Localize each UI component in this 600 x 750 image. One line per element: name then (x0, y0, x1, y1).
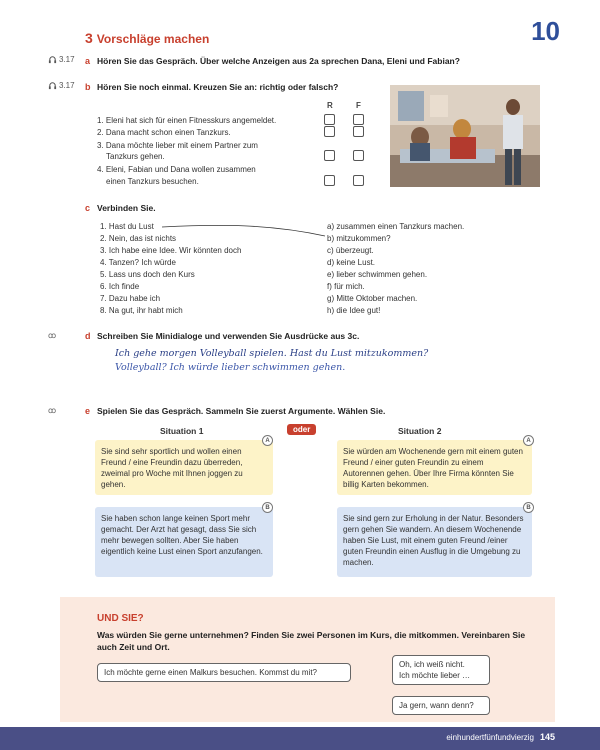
handwritten-line-2: Volleyball? Ich würde lieber schwimmen gehen. (115, 362, 346, 373)
situation-1-heading: Situation 1 (160, 426, 204, 436)
situation-1-card-a: Sie sind sehr sportlich und wollen einen Freund / eine Freundin dazu überreden, zweimal pro Woche mit Ihnen joggen zu gehen. (95, 440, 273, 495)
statement: 4. Eleni, Fabian und Dana wollen zusammen (97, 165, 256, 174)
exercise-letter: a (85, 56, 91, 66)
speech-bubble-3: Ja gern, wann denn? (392, 696, 490, 715)
checkbox-r-1[interactable] (324, 114, 335, 125)
instruction-b: Hören Sie noch einmal. Kreuzen Sie an: richtig oder falsch? (97, 82, 339, 92)
badge-a: A (262, 435, 273, 446)
column-richtig: R (327, 101, 333, 110)
left-phrase: 6. Ich finde (100, 282, 140, 291)
checkbox-f-1[interactable] (353, 114, 364, 125)
checkbox-f-4[interactable] (353, 175, 364, 186)
left-phrase: 2. Nein, das ist nichts (100, 234, 177, 243)
audio-track-a[interactable] (48, 55, 75, 64)
badge-b: B (523, 502, 534, 513)
page-number: 145 (539, 732, 555, 742)
badge-a: A (523, 435, 534, 446)
handwritten-line-1: Ich gehe morgen Volleyball spielen. Hast du Lust mitzukommen? (115, 348, 429, 359)
checkbox-f-2[interactable] (353, 126, 364, 137)
right-phrase: c) überzeugt. (327, 246, 374, 255)
left-phrase: 8. Na gut, ihr habt mich (100, 306, 183, 315)
pair-work-icon: ꝏ (48, 331, 57, 340)
section-number: 3 (85, 30, 93, 46)
situation-2-card-b: Sie sind gern zur Erholung in der Natur. Besonders gern gehen Sie wandern. An diesem Wochenende haben Sie Lust, mit einem guten Freund /einer guten Freundin einen Ausflug in die Umgebung zu machen. (337, 507, 532, 577)
checkbox-f-3[interactable] (353, 150, 364, 161)
right-phrase: g) Mitte Oktober machen. (327, 294, 418, 303)
exercise-letter: b (85, 82, 91, 92)
left-phrase: 5. Lass uns doch den Kurs (100, 270, 195, 279)
page-number-words: einhundertfünfundvierzig (446, 733, 534, 742)
statement: einen Tanzkurs besuchen. (106, 177, 199, 186)
speech-bubble-2 (392, 655, 490, 685)
und-sie-instruction: Was würden Sie gerne unternehmen? Finden Sie zwei Personen im Kurs, die mitkommen. Vereinbaren Sie auch Zeit und Ort. (97, 630, 526, 652)
section-title (85, 30, 209, 46)
checkbox-r-2[interactable] (324, 126, 335, 137)
exercise-letter: e (85, 406, 91, 416)
oder-label: oder (287, 424, 316, 435)
instruction-a: Hören Sie das Gespräch. Über welche Anzeigen aus 2a sprechen Dana, Eleni und Fabian? (97, 56, 460, 66)
instruction-c: Verbinden Sie. (97, 203, 156, 213)
section-title-text: Vorschläge machen (96, 32, 210, 46)
left-phrase: 4. Tanzen? Ich würde (100, 258, 176, 267)
right-phrase: f) für mich. (327, 282, 365, 291)
right-phrase: d) keine Lust. (327, 258, 376, 267)
right-phrase: b) mitzukommen? (327, 234, 391, 243)
statement: Tanzkurs gehen. (106, 152, 165, 161)
right-phrase: a) zusammen einen Tanzkurs machen. (327, 222, 465, 231)
headphones-icon (48, 81, 57, 90)
speech-bubble-2-line-1: Oh, ich weiß nicht. (399, 660, 465, 669)
situation-2-heading: Situation 2 (398, 426, 442, 436)
instruction-d: Schreiben Sie Minidialoge und verwenden Sie Ausdrücke aus 3c. (97, 331, 360, 341)
chapter-number: 10 (531, 16, 560, 46)
column-falsch: F (356, 101, 361, 110)
headphones-icon (48, 55, 57, 64)
pair-work-icon: ꝏ (48, 406, 57, 415)
exercise-letter: d (85, 331, 91, 341)
checkbox-r-4[interactable] (324, 175, 335, 186)
statement: 3. Dana möchte lieber mit einem Partner zum (97, 141, 258, 150)
connection-line (160, 222, 330, 242)
speech-bubble-2-line-2: Ich möchte lieber … (399, 671, 471, 680)
left-phrase: 3. Ich habe eine Idee. Wir könnten doch (100, 246, 242, 255)
right-phrase: h) die Idee gut! (327, 306, 381, 315)
track-number: 3.17 (59, 81, 75, 90)
footer-page (446, 732, 555, 742)
photo-friends-at-table (390, 85, 540, 187)
audio-track-b[interactable] (48, 81, 75, 90)
badge-b: B (262, 502, 273, 513)
statement: 2. Dana macht schon einen Tanzkurs. (97, 128, 231, 137)
left-phrase: 1. Hast du Lust (100, 222, 154, 231)
situation-2-card-a: Sie würden am Wochenende gern mit einem guten Freund / einer guten Freundin zu einem Autorennen gehen. Über Ihre Firma könnten Sie billig Karten bekommen. (337, 440, 532, 495)
checkbox-r-3[interactable] (324, 150, 335, 161)
statement: 1. Eleni hat sich für einen Fitnesskurs angemeldet. (97, 116, 277, 125)
track-number: 3.17 (59, 55, 75, 64)
speech-bubble-1: Ich möchte gerne einen Malkurs besuchen. Kommst du mit? (97, 663, 351, 682)
left-phrase: 7. Dazu habe ich (100, 294, 161, 303)
instruction-e: Spielen Sie das Gespräch. Sammeln Sie zuerst Argumente. Wählen Sie. (97, 406, 386, 416)
und-sie-title: UND SIE? (97, 613, 144, 624)
right-phrase: e) lieber schwimmen gehen. (327, 270, 428, 279)
situation-1-card-b: Sie haben schon lange keinen Sport mehr gemacht. Der Arzt hat gesagt, dass Sie sich mehr bewegen sollten. Aber Sie haben eigentlich keine Lust einen Sport anzufangen. (95, 507, 273, 577)
exercise-letter: c (85, 203, 91, 213)
